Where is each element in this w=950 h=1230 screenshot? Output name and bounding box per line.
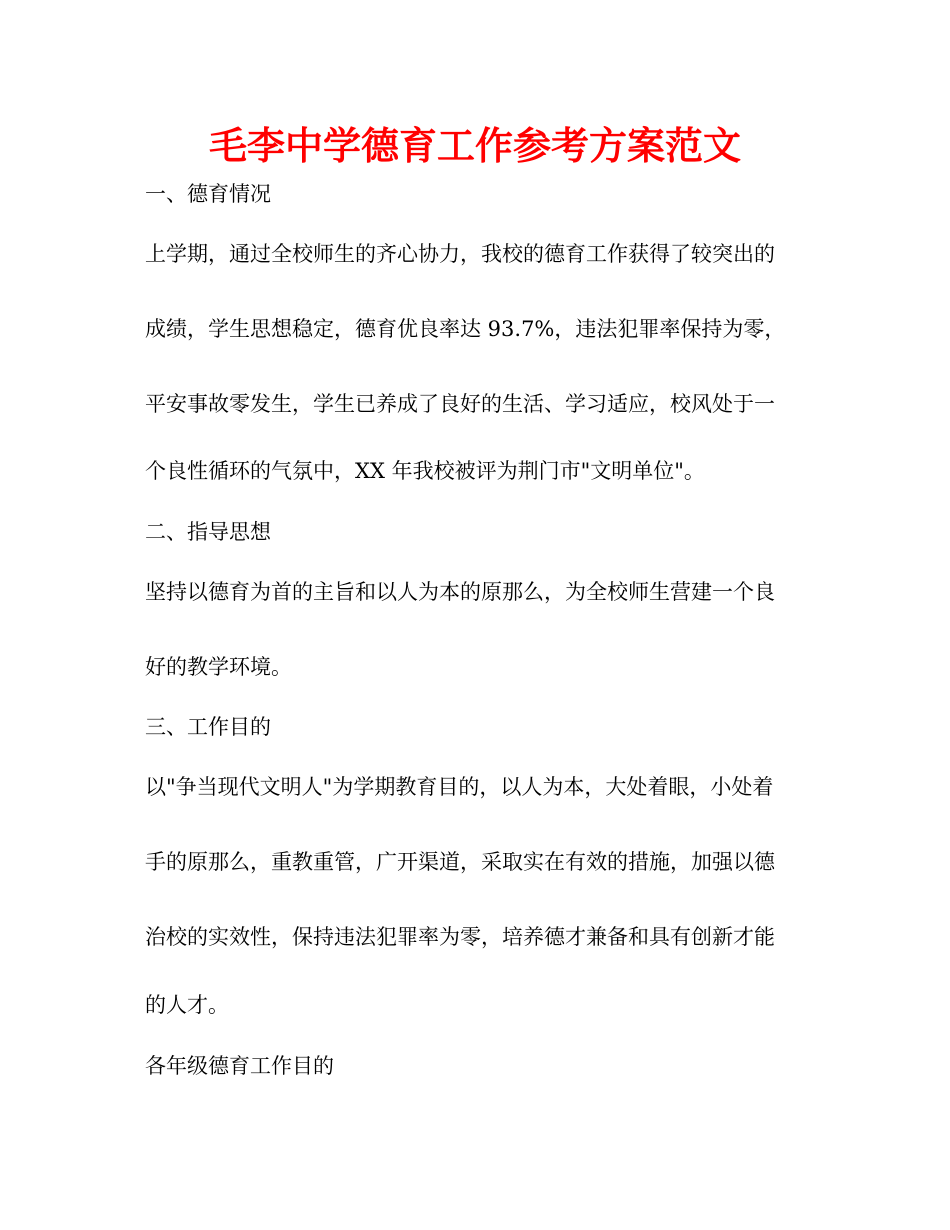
paragraph-line: 治校的实效性，保持违法犯罪率为零，培养德才兼备和具有创新才能 xyxy=(145,925,775,949)
subheading-grade-goals: 各年级德育工作目的 xyxy=(145,1054,334,1078)
paragraph-line: 好的教学环境。 xyxy=(145,655,292,679)
section-heading-guiding-ideology: 二、指导思想 xyxy=(145,520,271,544)
paragraph-line: 个良性循环的气氛中，XX 年我校被评为荆门市"文明单位"。 xyxy=(145,459,705,483)
paragraph-line: 的人才。 xyxy=(145,993,229,1017)
document-title: 毛李中学德育工作参考方案范文 xyxy=(208,124,741,168)
paragraph-line: 成绩，学生思想稳定，德育优良率达 93.7%，违法犯罪率保持为零， xyxy=(145,317,786,341)
paragraph-line: 平安事故零发生，学生已养成了良好的生活、学习适应，校风处于一 xyxy=(145,392,775,416)
paragraph-line: 手的原那么，重教重管，广开渠道，采取实在有效的措施，加强以德 xyxy=(145,850,775,874)
paragraph-line: 上学期，通过全校师生的齐心协力，我校的德育工作获得了较突出的 xyxy=(145,242,775,266)
section-heading-work-goals: 三、工作目的 xyxy=(145,715,271,739)
paragraph-line: 坚持以德育为首的主旨和以人为本的原那么，为全校师生营建一个良 xyxy=(145,580,775,604)
section-heading-moral-situation: 一、德育情况 xyxy=(145,182,271,206)
paragraph-line: 以"争当现代文明人"为学期教育目的，以人为本，大处着眼，小处着 xyxy=(145,775,774,799)
